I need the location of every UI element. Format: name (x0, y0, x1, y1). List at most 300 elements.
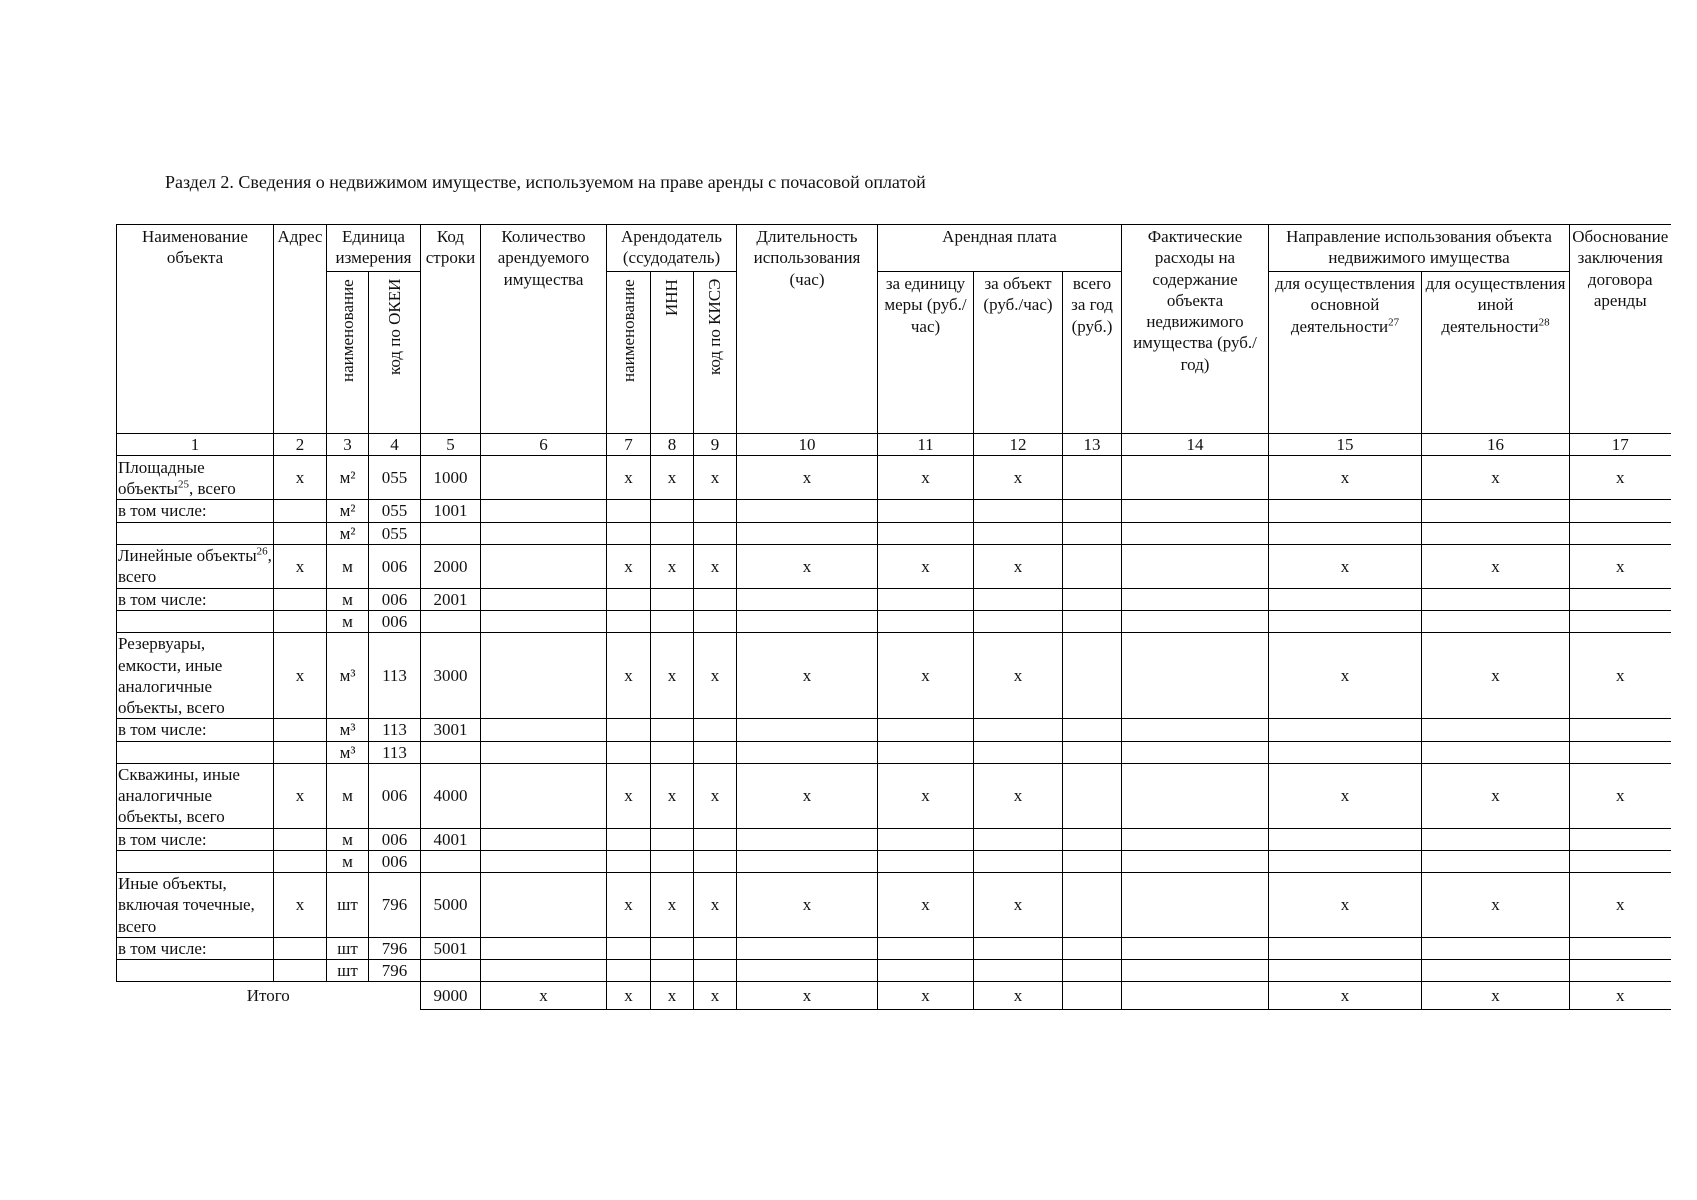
x-mark: х (607, 544, 651, 588)
empty-cell (974, 611, 1063, 633)
empty-cell (737, 611, 878, 633)
empty-cell (1422, 741, 1570, 763)
empty-cell (1570, 588, 1671, 610)
x-mark: х (651, 456, 694, 500)
empty-cell (878, 828, 974, 850)
object-name: Площадные объекты$^{25}$, всего (117, 456, 274, 500)
x-mark: х (1422, 544, 1570, 588)
empty-cell (651, 500, 694, 522)
line-code: 2000 (421, 544, 481, 588)
empty-cell (1063, 719, 1122, 741)
empty-cell (1063, 500, 1122, 522)
line-code: 4001 (421, 828, 481, 850)
x-mark: х (274, 873, 327, 938)
empty-cell (694, 850, 737, 872)
empty-cell (1422, 719, 1570, 741)
empty-cell (481, 719, 607, 741)
empty-cell (1122, 741, 1269, 763)
empty-cell (1063, 763, 1122, 828)
x-mark: х (1269, 873, 1422, 938)
table-row (117, 544, 1671, 588)
header-direction-main: для осуществления основной деятельности$^{27}$ (1269, 272, 1422, 434)
line-code: 1000 (421, 456, 481, 500)
empty-cell (274, 588, 327, 610)
okei-code: 006 (369, 611, 421, 633)
table-row (117, 588, 1671, 610)
empty-cell (1063, 828, 1122, 850)
empty-cell (974, 937, 1063, 959)
empty-cell (481, 611, 607, 633)
empty-cell (1063, 456, 1122, 500)
empty-cell (651, 937, 694, 959)
unit-name: м (327, 850, 369, 872)
empty-cell (607, 960, 651, 982)
header-direction-other: для осуществления иной деятельности$^{28}$ (1422, 272, 1570, 434)
total-row (117, 982, 1671, 1010)
empty-cell (651, 522, 694, 544)
x-mark: х (1570, 873, 1671, 938)
empty-cell (274, 850, 327, 872)
x-mark: х (694, 763, 737, 828)
header-address: Адрес (274, 225, 327, 434)
empty-cell (1122, 588, 1269, 610)
empty-cell (1063, 982, 1122, 1010)
x-mark: х (651, 544, 694, 588)
empty-cell (481, 828, 607, 850)
unit-name: м² (327, 500, 369, 522)
empty-cell (878, 611, 974, 633)
empty-cell (1269, 611, 1422, 633)
header-lessor-name: наименование (607, 272, 651, 434)
okei-code: 006 (369, 544, 421, 588)
header-unit-okei: код по ОКЕИ (369, 272, 421, 434)
x-mark: х (274, 544, 327, 588)
empty-cell (421, 522, 481, 544)
x-mark: х (737, 873, 878, 938)
empty-cell (974, 741, 1063, 763)
empty-cell (737, 522, 878, 544)
empty-cell (607, 588, 651, 610)
okei-code: 006 (369, 588, 421, 610)
table-row (117, 960, 1671, 982)
in-that-label: в том числе: (117, 500, 274, 522)
empty-cell (1422, 828, 1570, 850)
empty-cell (481, 522, 607, 544)
empty-cell (274, 611, 327, 633)
empty-cell (1269, 960, 1422, 982)
x-mark: х (737, 982, 878, 1010)
empty-cell (1570, 960, 1671, 982)
x-mark: х (1269, 544, 1422, 588)
x-mark: х (274, 633, 327, 719)
empty-cell (1570, 500, 1671, 522)
empty-cell (117, 741, 274, 763)
table-row (117, 937, 1671, 959)
line-code: 4000 (421, 763, 481, 828)
empty-cell (1422, 522, 1570, 544)
column-numbers-row (117, 434, 1671, 456)
empty-cell (481, 456, 607, 500)
column-number: 4 (369, 434, 421, 456)
object-name: Скважины, иные аналогичные объекты, всего (117, 763, 274, 828)
empty-cell (274, 828, 327, 850)
okei-code: 113 (369, 633, 421, 719)
empty-cell (694, 741, 737, 763)
x-mark: х (974, 873, 1063, 938)
x-mark: х (274, 456, 327, 500)
x-mark: х (737, 456, 878, 500)
table-row (117, 873, 1671, 938)
okei-code: 796 (369, 937, 421, 959)
empty-cell (737, 500, 878, 522)
header-duration: Длительность использования (час) (737, 225, 878, 434)
header-lessor-kise: код по КИСЭ (694, 272, 737, 434)
empty-cell (737, 937, 878, 959)
column-number: 12 (974, 434, 1063, 456)
table-row (117, 500, 1671, 522)
empty-cell (607, 828, 651, 850)
line-code: 5000 (421, 873, 481, 938)
empty-cell (607, 741, 651, 763)
empty-cell (481, 850, 607, 872)
column-number: 3 (327, 434, 369, 456)
empty-cell (1570, 937, 1671, 959)
column-number: 2 (274, 434, 327, 456)
empty-cell (607, 719, 651, 741)
empty-cell (274, 960, 327, 982)
line-code: 3000 (421, 633, 481, 719)
line-code: 5001 (421, 937, 481, 959)
table-row (117, 763, 1671, 828)
empty-cell (421, 850, 481, 872)
empty-cell (1422, 500, 1570, 522)
empty-cell (737, 719, 878, 741)
empty-cell (1269, 588, 1422, 610)
empty-cell (607, 522, 651, 544)
header-row-1 (117, 225, 1671, 272)
empty-cell (1570, 611, 1671, 633)
x-mark: х (1269, 633, 1422, 719)
x-mark: х (974, 633, 1063, 719)
empty-cell (878, 522, 974, 544)
empty-cell (1570, 522, 1671, 544)
column-number: 1 (117, 434, 274, 456)
empty-cell (1422, 850, 1570, 872)
x-mark: х (651, 763, 694, 828)
empty-cell (878, 719, 974, 741)
empty-cell (974, 828, 1063, 850)
empty-cell (694, 937, 737, 959)
empty-cell (878, 588, 974, 610)
empty-cell (1122, 982, 1269, 1010)
line-code: 2001 (421, 588, 481, 610)
empty-cell (974, 850, 1063, 872)
x-mark: х (651, 873, 694, 938)
empty-cell (274, 937, 327, 959)
okei-code: 055 (369, 500, 421, 522)
empty-cell (694, 611, 737, 633)
empty-cell (117, 850, 274, 872)
x-mark: х (1269, 982, 1422, 1010)
empty-cell (481, 763, 607, 828)
header-justification: Обоснование заключения договора аренды (1570, 225, 1671, 434)
empty-cell (651, 611, 694, 633)
empty-cell (1063, 741, 1122, 763)
empty-cell (274, 719, 327, 741)
empty-cell (1269, 500, 1422, 522)
unit-name: м (327, 763, 369, 828)
header-lessor-inn: ИНН (651, 272, 694, 434)
empty-cell (1122, 763, 1269, 828)
line-code: 3001 (421, 719, 481, 741)
x-mark: х (1422, 982, 1570, 1010)
empty-cell (1122, 456, 1269, 500)
column-number: 11 (878, 434, 974, 456)
header-lessor: Арендодатель (ссудодатель) (607, 225, 737, 272)
empty-cell (737, 741, 878, 763)
x-mark: х (878, 544, 974, 588)
header-direction: Направление использования объекта недвижимого имущества (1269, 225, 1570, 272)
empty-cell (274, 522, 327, 544)
header-unit: Единица измерения (327, 225, 421, 272)
empty-cell (1063, 522, 1122, 544)
x-mark: х (1570, 456, 1671, 500)
empty-cell (737, 850, 878, 872)
unit-name: м² (327, 522, 369, 544)
unit-name: м³ (327, 633, 369, 719)
total-label: Итого (117, 982, 421, 1010)
unit-name: м (327, 544, 369, 588)
x-mark: х (737, 633, 878, 719)
empty-cell (1122, 960, 1269, 982)
x-mark: х (607, 633, 651, 719)
header-row-2 (117, 272, 1671, 434)
empty-cell (1063, 873, 1122, 938)
x-mark: х (1422, 633, 1570, 719)
x-mark: х (1570, 982, 1671, 1010)
unit-name: м (327, 611, 369, 633)
empty-cell (651, 850, 694, 872)
empty-cell (1422, 588, 1570, 610)
empty-cell (1570, 850, 1671, 872)
empty-cell (117, 960, 274, 982)
header-unit-name: наименование (327, 272, 369, 434)
empty-cell (421, 611, 481, 633)
empty-cell (1570, 741, 1671, 763)
empty-cell (1122, 850, 1269, 872)
empty-cell (607, 850, 651, 872)
header-line-code: Код строки (421, 225, 481, 434)
empty-cell (878, 960, 974, 982)
x-mark: х (878, 982, 974, 1010)
total-line-code: 9000 (421, 982, 481, 1010)
column-number: 16 (1422, 434, 1570, 456)
column-number: 17 (1570, 434, 1671, 456)
empty-cell (1122, 544, 1269, 588)
unit-name: м (327, 588, 369, 610)
table-row (117, 719, 1671, 741)
empty-cell (694, 719, 737, 741)
empty-cell (974, 500, 1063, 522)
okei-code: 006 (369, 828, 421, 850)
line-code: 1001 (421, 500, 481, 522)
header-rent-per-unit: за единицу меры (руб./час) (878, 272, 974, 434)
empty-cell (651, 960, 694, 982)
column-number: 14 (1122, 434, 1269, 456)
empty-cell (1570, 828, 1671, 850)
empty-cell (1422, 960, 1570, 982)
table-row (117, 741, 1671, 763)
x-mark: х (1570, 544, 1671, 588)
empty-cell (1063, 937, 1122, 959)
empty-cell (737, 828, 878, 850)
empty-cell (117, 522, 274, 544)
column-number: 13 (1063, 434, 1122, 456)
empty-cell (974, 719, 1063, 741)
unit-name: м² (327, 456, 369, 500)
empty-cell (694, 588, 737, 610)
empty-cell (694, 522, 737, 544)
object-name: Линейные объекты$^{26}$, всего (118, 545, 272, 587)
empty-cell (1269, 741, 1422, 763)
empty-cell (1269, 522, 1422, 544)
empty-cell (481, 544, 607, 588)
x-mark: х (651, 633, 694, 719)
header-rent-per-object: за объект (руб./час) (974, 272, 1063, 434)
empty-cell (421, 960, 481, 982)
empty-cell (481, 500, 607, 522)
empty-cell (974, 588, 1063, 610)
unit-name: шт (327, 873, 369, 938)
empty-cell (1269, 850, 1422, 872)
empty-cell (1122, 873, 1269, 938)
x-mark: х (878, 633, 974, 719)
empty-cell (607, 937, 651, 959)
empty-cell (1063, 611, 1122, 633)
in-that-label: в том числе: (117, 588, 274, 610)
in-that-label: в том числе: (117, 719, 274, 741)
empty-cell (694, 500, 737, 522)
x-mark: х (878, 873, 974, 938)
empty-cell (1063, 850, 1122, 872)
column-number: 5 (421, 434, 481, 456)
empty-cell (117, 611, 274, 633)
x-mark: х (651, 982, 694, 1010)
okei-code: 055 (369, 522, 421, 544)
okei-code: 796 (369, 873, 421, 938)
okei-code: 113 (369, 741, 421, 763)
empty-cell (974, 522, 1063, 544)
x-mark: х (694, 982, 737, 1010)
empty-cell (481, 588, 607, 610)
empty-cell (481, 741, 607, 763)
x-mark: х (737, 544, 878, 588)
header-object-name: Наименование объекта (117, 225, 274, 434)
table-row (117, 828, 1671, 850)
table-row (117, 456, 1671, 500)
empty-cell (1122, 611, 1269, 633)
in-that-label: в том числе: (117, 828, 274, 850)
empty-cell (974, 960, 1063, 982)
empty-cell (274, 741, 327, 763)
unit-name: м³ (327, 741, 369, 763)
okei-code: 006 (369, 850, 421, 872)
x-mark: х (481, 982, 607, 1010)
empty-cell (1570, 719, 1671, 741)
empty-cell (1122, 719, 1269, 741)
column-number: 7 (607, 434, 651, 456)
empty-cell (737, 960, 878, 982)
x-mark: х (274, 763, 327, 828)
okei-code: 113 (369, 719, 421, 741)
x-mark: х (878, 456, 974, 500)
x-mark: х (974, 982, 1063, 1010)
okei-code: 006 (369, 763, 421, 828)
header-actual-expenses: Фактические расходы на содержание объекта недвижимого имущества (руб./год) (1122, 225, 1269, 434)
object-name: Резервуары, емкости, иные аналогичные объекты, всего (117, 633, 274, 719)
x-mark: х (1570, 763, 1671, 828)
okei-code: 055 (369, 456, 421, 500)
column-number: 10 (737, 434, 878, 456)
table-row (117, 633, 1671, 719)
table-row (117, 522, 1671, 544)
empty-cell (1122, 500, 1269, 522)
x-mark: х (1422, 456, 1570, 500)
unit-name: м (327, 828, 369, 850)
empty-cell (1063, 544, 1122, 588)
empty-cell (651, 719, 694, 741)
unit-name: м³ (327, 719, 369, 741)
header-quantity: Количество арендуемого имущества (481, 225, 607, 434)
x-mark: х (607, 763, 651, 828)
header-rent: Арендная плата (878, 225, 1122, 272)
x-mark: х (694, 873, 737, 938)
x-mark: х (974, 456, 1063, 500)
empty-cell (651, 588, 694, 610)
table-row (117, 611, 1671, 633)
header-rent-per-year: всего за год (руб.) (1063, 272, 1122, 434)
empty-cell (1269, 937, 1422, 959)
empty-cell (1063, 960, 1122, 982)
x-mark: х (1422, 763, 1570, 828)
empty-cell (481, 873, 607, 938)
empty-cell (1063, 588, 1122, 610)
x-mark: х (974, 763, 1063, 828)
empty-cell (694, 828, 737, 850)
empty-cell (1422, 611, 1570, 633)
x-mark: х (694, 456, 737, 500)
x-mark: х (607, 982, 651, 1010)
empty-cell (481, 633, 607, 719)
column-number: 8 (651, 434, 694, 456)
unit-name: шт (327, 937, 369, 959)
column-number: 6 (481, 434, 607, 456)
column-number: 9 (694, 434, 737, 456)
okei-code: 796 (369, 960, 421, 982)
unit-name: шт (327, 960, 369, 982)
table-row (117, 850, 1671, 872)
empty-cell (878, 850, 974, 872)
x-mark: х (694, 633, 737, 719)
x-mark: х (607, 873, 651, 938)
x-mark: х (1269, 456, 1422, 500)
x-mark: х (1570, 633, 1671, 719)
x-mark: х (878, 763, 974, 828)
empty-cell (1269, 828, 1422, 850)
empty-cell (651, 828, 694, 850)
empty-cell (607, 611, 651, 633)
empty-cell (694, 960, 737, 982)
